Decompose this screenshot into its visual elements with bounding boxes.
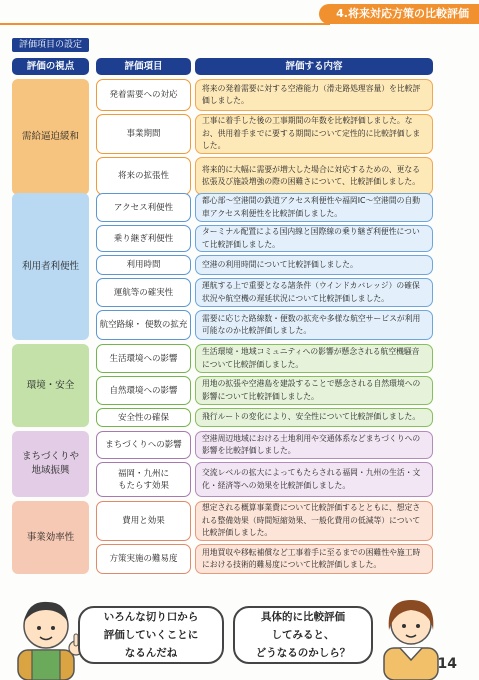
eval-description: 需要に応じた路線数・便数の拡充や多様な航空サービスが利用可能なのか比較評価しました。 bbox=[195, 310, 433, 340]
eval-description: 工事に着手した後の工事期間の年数を比較評価しました。なお、供用着手までに要する期間について定性的に比較評価しました。 bbox=[195, 114, 433, 154]
eval-item: 費用と効果 bbox=[96, 501, 191, 541]
eval-description: 将来の発着需要に対する空港能力（滑走路処理容量）を比較評価しました。 bbox=[195, 79, 433, 111]
speech-bubble-right: 具体的に比較評価 してみると、 どうなるのかしら？ bbox=[233, 606, 373, 664]
eval-item: 利用時間 bbox=[96, 255, 191, 275]
column-header-item: 評価項目 bbox=[96, 58, 191, 75]
eval-description: 空港の利用時間について比較評価しました。 bbox=[195, 255, 433, 275]
eval-item: まちづくりへの影響 bbox=[96, 431, 191, 459]
woman-character-illustration bbox=[378, 590, 444, 680]
speech-bubble-left: いろんな切り口から 評価していくことに なるんだね bbox=[78, 606, 224, 664]
section-label: 評価項目の設定 bbox=[12, 38, 89, 52]
eval-item: 発着需要への対応 bbox=[96, 79, 191, 111]
category-business-efficiency: 事業効率性 bbox=[12, 501, 89, 574]
eval-item: 方策実施の難易度 bbox=[96, 544, 191, 574]
eval-description: 用地買収や移転補償など工事着手に至るまでの困難性や施工時における技術的難易度について比較評価しました。 bbox=[195, 544, 433, 574]
column-header-viewpoint: 評価の視点 bbox=[12, 58, 89, 75]
eval-description: 想定される概算事業費について比較評価するとともに、想定される整備効果（時間短縮効果、一般化費用の低減等）について比較評価しました。 bbox=[195, 501, 433, 541]
eval-item: 福岡・九州に もたらす効果 bbox=[96, 462, 191, 497]
eval-item: 乗り継ぎ利便性 bbox=[96, 225, 191, 252]
boy-character-illustration bbox=[2, 588, 86, 680]
category-environment-safety: 環境・安全 bbox=[12, 344, 89, 427]
eval-description: 都心部～空港間の鉄道アクセス利便性や福岡IC～空港間の自動車アクセス利便性を比較評価しました。 bbox=[195, 193, 433, 222]
eval-item: 航空路線・ 便数の拡充 bbox=[96, 310, 191, 340]
eval-item: 自然環境への影響 bbox=[96, 376, 191, 405]
eval-item: 運航等の確実性 bbox=[96, 278, 191, 307]
column-header-content: 評価する内容 bbox=[195, 58, 433, 75]
category-supply-demand: 需給逼迫緩和 bbox=[12, 79, 89, 195]
eval-item: 事業期間 bbox=[96, 114, 191, 154]
header-bar bbox=[0, 0, 479, 26]
eval-description: 将来的に大幅に需要が増大した場合に対応するための、更なる拡張及び施設増強の際の困難さについて、比較評価しました。 bbox=[195, 157, 433, 195]
category-user-convenience: 利用者利便性 bbox=[12, 193, 89, 340]
eval-description: 交流レベルの拡大によってもたらされる福岡・九州の生活・文化・経済等への効果を比較評価しました。 bbox=[195, 462, 433, 497]
eval-item: 生活環境への影響 bbox=[96, 344, 191, 373]
header-rule bbox=[0, 23, 330, 25]
eval-description: 生活環境・地域コミュニティへの影響が懸念される航空機騒音について比較評価しました。 bbox=[195, 344, 433, 373]
eval-description: 用地の拡張や空港島を建設することで懸念される自然環境への影響について比較評価しました。 bbox=[195, 376, 433, 405]
eval-description: 空港周辺地域における土地利用や交通体系などまちづくりへの影響を比較評価しました。 bbox=[195, 431, 433, 459]
eval-item: アクセス利便性 bbox=[96, 193, 191, 222]
eval-description: 飛行ルートの変化により、安全性について比較評価しました。 bbox=[195, 408, 433, 427]
page-title: 4.将来対応方策の比較評価 bbox=[336, 7, 469, 20]
eval-item: 安全性の確保 bbox=[96, 408, 191, 427]
category-town-development: まちづくりや 地域振興 bbox=[12, 431, 89, 497]
eval-item: 将来の拡張性 bbox=[96, 157, 191, 195]
page-number: 14 bbox=[437, 656, 457, 672]
eval-description: 運航する上で重要となる諸条件（ウインドカバレッジ）の確保状況や航空機の遅延状況について比較評価しました。 bbox=[195, 278, 433, 307]
eval-description: ターミナル配置による国内線と国際線の乗り継ぎ利便性について比較評価しました。 bbox=[195, 225, 433, 252]
